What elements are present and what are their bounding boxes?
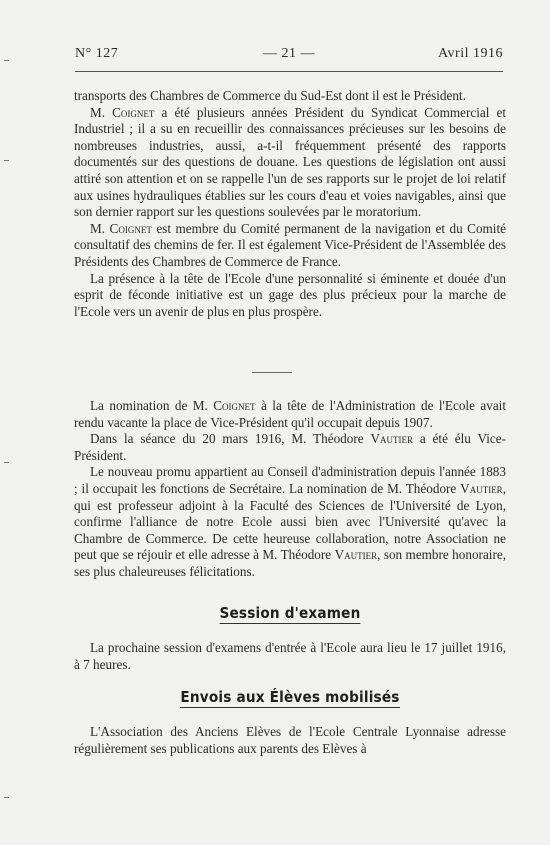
person-name: Vautier bbox=[370, 431, 413, 447]
person-name: Coignet bbox=[109, 220, 152, 236]
person-name: Coignet bbox=[112, 104, 155, 120]
header-rule bbox=[75, 71, 503, 72]
page-number: — 21 — bbox=[263, 46, 315, 61]
paragraph-envois: L'Association des Anciens Elèves de l'Ecole Centrale Lyonnaise adresse régulièrement ses publications aux parents des Elèves à bbox=[74, 724, 506, 756]
paragraph-syndicat: M. Coignet a été plusieurs années Président du Syndicat Commercial et Industriel ; il a su en recueillir des connaissances précieuses sur les besoins de nombreuses industries, aussi, a-t-il fréquemment présenté des rapports documentés sur des questions de douane. Les questions de législation ont aussi attiré son attention et on se rappelle l'un de ses rapports sur le projet de loi relatif aux usines hydrauliques établies sur les cours d'eau et voies navigables, ainsi que son dernier rapport sur les questions soulevées par le moratorium. bbox=[74, 104, 507, 220]
paragraph-nouveau-promu: Le nouveau promu appartient au Conseil d'administration depuis l'année 1883 ; il occupait les fonctions de Secrétaire. La nomination de M. Théodore Vautier, qui est professeur adjoint à la Faculté des Sciences de l'Université de Lyon, confirme l'alliance de notre Ecole aussi bien avec l'Université qu'avec la Chambre de Commerce. De cette heureuse collaboration, notre Association ne peut que se réjouir et elle adresse à M. Théodore Vautier, son membre honoraire, ses plus chaleureuses félicitations. bbox=[74, 464, 507, 579]
section-examen-body bbox=[74, 640, 506, 673]
paragraph-nomination: La nomination de M. Coignet à la tête de l'Administration de l'Ecole avait rendu vacante la place de Vice-Président qu'il occupait depuis 1907. bbox=[74, 398, 507, 430]
margin-mark bbox=[4, 797, 9, 798]
running-head bbox=[75, 40, 503, 64]
paragraph-seance: Dans la séance du 20 mars 1916, M. Théodore Vautier a été élu Vice-Président. bbox=[74, 431, 506, 463]
person-name: Coignet bbox=[213, 398, 256, 413]
article-continuation bbox=[74, 88, 506, 320]
paragraph-examen: La prochaine session d'examens d'entrée à l'Ecole aura lieu le 17 juillet 1916, à 7 heures. bbox=[74, 640, 506, 672]
section-envois-body bbox=[74, 724, 506, 757]
section-title-examen: Session d'examen bbox=[219, 604, 361, 622]
section-divider bbox=[252, 372, 292, 373]
issue-number: N° 127 bbox=[75, 46, 119, 61]
issue-date: Avril 1916 bbox=[437, 46, 503, 61]
margin-mark bbox=[4, 160, 9, 161]
paragraph-presence: La présence à la tête de l'Ecole d'une personnalité si éminente et douée d'un esprit de féconde initiative est un gage des plus précieux pour la marche de l'Ecole vers un avenir de plus en plus prospère. bbox=[74, 270, 506, 319]
paragraph-transports: transports des Chambres de Commerce du Sud-Est dont il est le Président. bbox=[74, 88, 466, 103]
person-name: Vautier bbox=[460, 480, 503, 496]
margin-mark bbox=[4, 462, 9, 463]
paragraph-comite: M. Coignet est membre du Comité permanent de la navigation et du Comité consultatif des chemins de fer. Il est également Vice-Président de l'Assemblée des Présidents des Chambres de Commerce de France. bbox=[74, 220, 506, 269]
section-title-envois: Envois aux Élèves mobilisés bbox=[180, 688, 400, 706]
person-name: Vautier bbox=[334, 547, 378, 563]
nomination-article bbox=[74, 398, 506, 581]
margin-mark bbox=[4, 60, 9, 61]
